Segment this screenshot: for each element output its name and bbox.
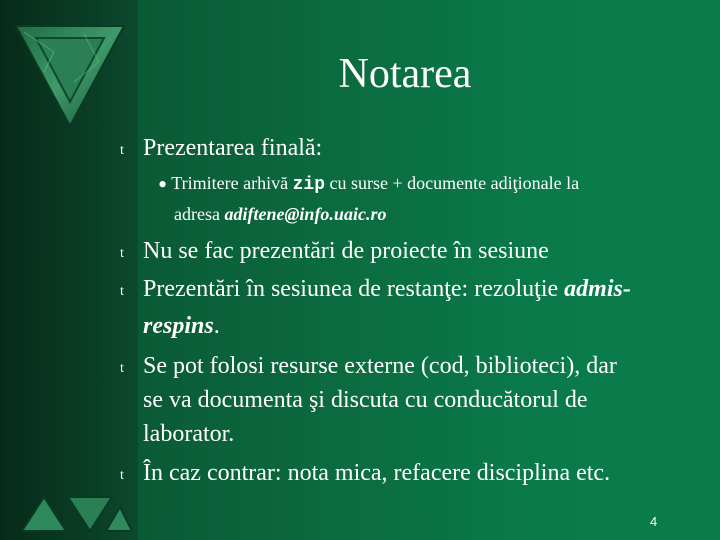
sub-text-code: zip xyxy=(292,175,326,195)
bullet-icon: t xyxy=(120,468,124,483)
sub-text-line2-pre: adresa xyxy=(174,204,225,224)
bullet-text: În caz contrar: nota mica, refacere disciplina etc. xyxy=(143,460,611,486)
email-link[interactable]: adiftene@info.uaic.ro xyxy=(224,204,387,224)
bullet-text xyxy=(143,275,631,303)
bullet-icon: t xyxy=(120,143,124,158)
sub-bullet-icon: • xyxy=(158,170,168,199)
bullet-text-emph2: respins xyxy=(143,313,214,339)
bullet-text-line3: laborator. xyxy=(143,421,235,447)
bullet-text: Nu se fac prezentări de proiecte în sesiune xyxy=(143,238,549,264)
sub-bullet xyxy=(158,171,579,197)
marble-triangles-icon xyxy=(22,495,132,533)
sub-bullet-line2 xyxy=(174,202,386,226)
bullet-text: Prezentarea finală: xyxy=(143,135,323,161)
bullet-text-line2 xyxy=(143,312,220,340)
bullet-text-line2: se va documenta şi discuta cu conducătorul de xyxy=(143,387,588,413)
bullet-icon: t xyxy=(120,361,124,376)
bullet-icon: t xyxy=(120,284,124,299)
bullet-text-pre: Prezentări în sesiunea de restanţe: rezoluţie xyxy=(143,276,565,302)
slide-title: Notarea xyxy=(338,51,472,97)
page-number: 4 xyxy=(650,514,658,529)
bullet-text-post2: . xyxy=(213,313,220,339)
sub-text-post: cu surse + documente adiţionale la xyxy=(325,173,580,193)
sub-text-pre: Trimitere arhivă xyxy=(171,173,293,193)
bullet-text: Se pot folosi resurse externe (cod, biblioteci), dar xyxy=(143,353,617,379)
bullet-text-emph: admis- xyxy=(564,276,631,302)
bullet-icon: t xyxy=(120,246,124,261)
